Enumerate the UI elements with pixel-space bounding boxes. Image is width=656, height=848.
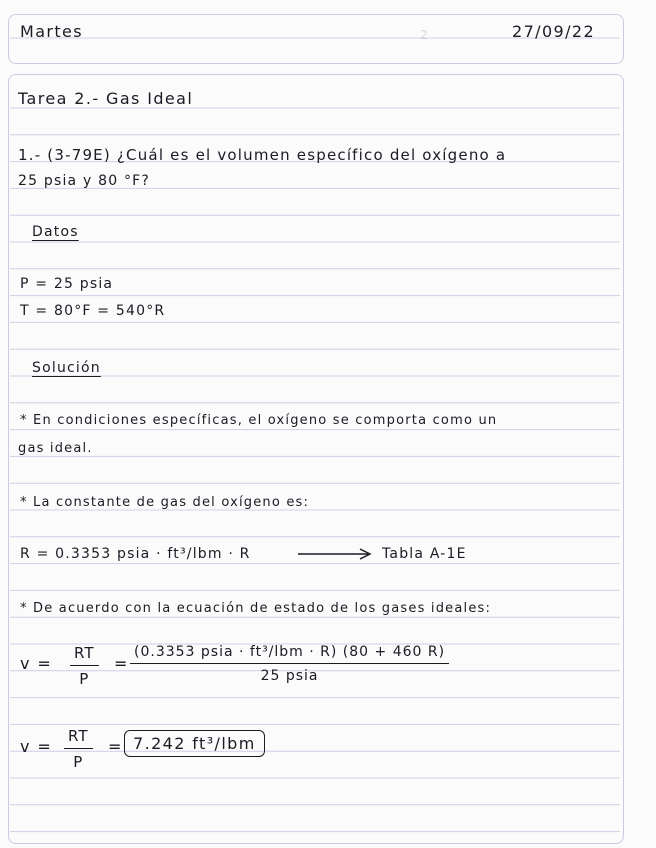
equation-2-rt-over-p bbox=[64, 727, 93, 771]
final-result-box: 7.242 ft³/lbm bbox=[124, 730, 265, 757]
equation-2-p: P bbox=[73, 753, 84, 771]
datos-heading: Datos bbox=[32, 224, 79, 240]
bleed-through-text: 2 bbox=[420, 28, 429, 42]
header-date: 27/09/22 bbox=[512, 22, 596, 41]
equation-1-denominator: 25 psia bbox=[260, 668, 319, 684]
body-frame bbox=[8, 74, 624, 844]
equation-1-rt-over-p bbox=[70, 644, 99, 688]
equation-2-rt: RT bbox=[64, 727, 93, 749]
solution-note-equation-of-state: * De acuerdo con la ecuación de estado de los gases ideales: bbox=[20, 601, 492, 616]
gas-constant-value: R = 0.3353 psia · ft³/lbm · R bbox=[20, 546, 251, 562]
solution-note-ideal-gas-line-2: gas ideal. bbox=[18, 441, 93, 456]
page-title: Tarea 2.- Gas Ideal bbox=[18, 89, 194, 108]
solucion-heading: Solución bbox=[32, 360, 101, 376]
solution-note-gas-constant: * La constante de gas del oxígeno es: bbox=[20, 495, 310, 510]
equation-1-numerator: (0.3353 psia · ft³/lbm · R) (80 + 460 R) bbox=[130, 644, 449, 664]
equation-2-lhs: v = bbox=[20, 737, 53, 756]
gas-constant-source: Tabla A-1E bbox=[382, 546, 467, 562]
arrow-right-icon bbox=[296, 546, 376, 562]
equation-1-rt: RT bbox=[70, 644, 99, 666]
equation-2-equals: = bbox=[108, 737, 123, 756]
datos-pressure: P = 25 psia bbox=[20, 276, 114, 292]
header-day: Martes bbox=[20, 22, 84, 41]
equation-1-equals: = bbox=[114, 654, 129, 673]
equation-1-substitution bbox=[130, 644, 449, 684]
datos-temperature: T = 80°F = 540°R bbox=[20, 303, 166, 319]
problem-statement-line-2: 25 psia y 80 °F? bbox=[18, 173, 151, 189]
equation-1-p: P bbox=[79, 670, 90, 688]
equation-1-lhs: v = bbox=[20, 654, 53, 673]
problem-statement-line-1: 1.- (3-79E) ¿Cuál es el volumen específico del oxígeno a bbox=[18, 146, 507, 164]
solution-note-ideal-gas-line-1: * En condiciones específicas, el oxígeno se comporta como un bbox=[20, 413, 498, 428]
